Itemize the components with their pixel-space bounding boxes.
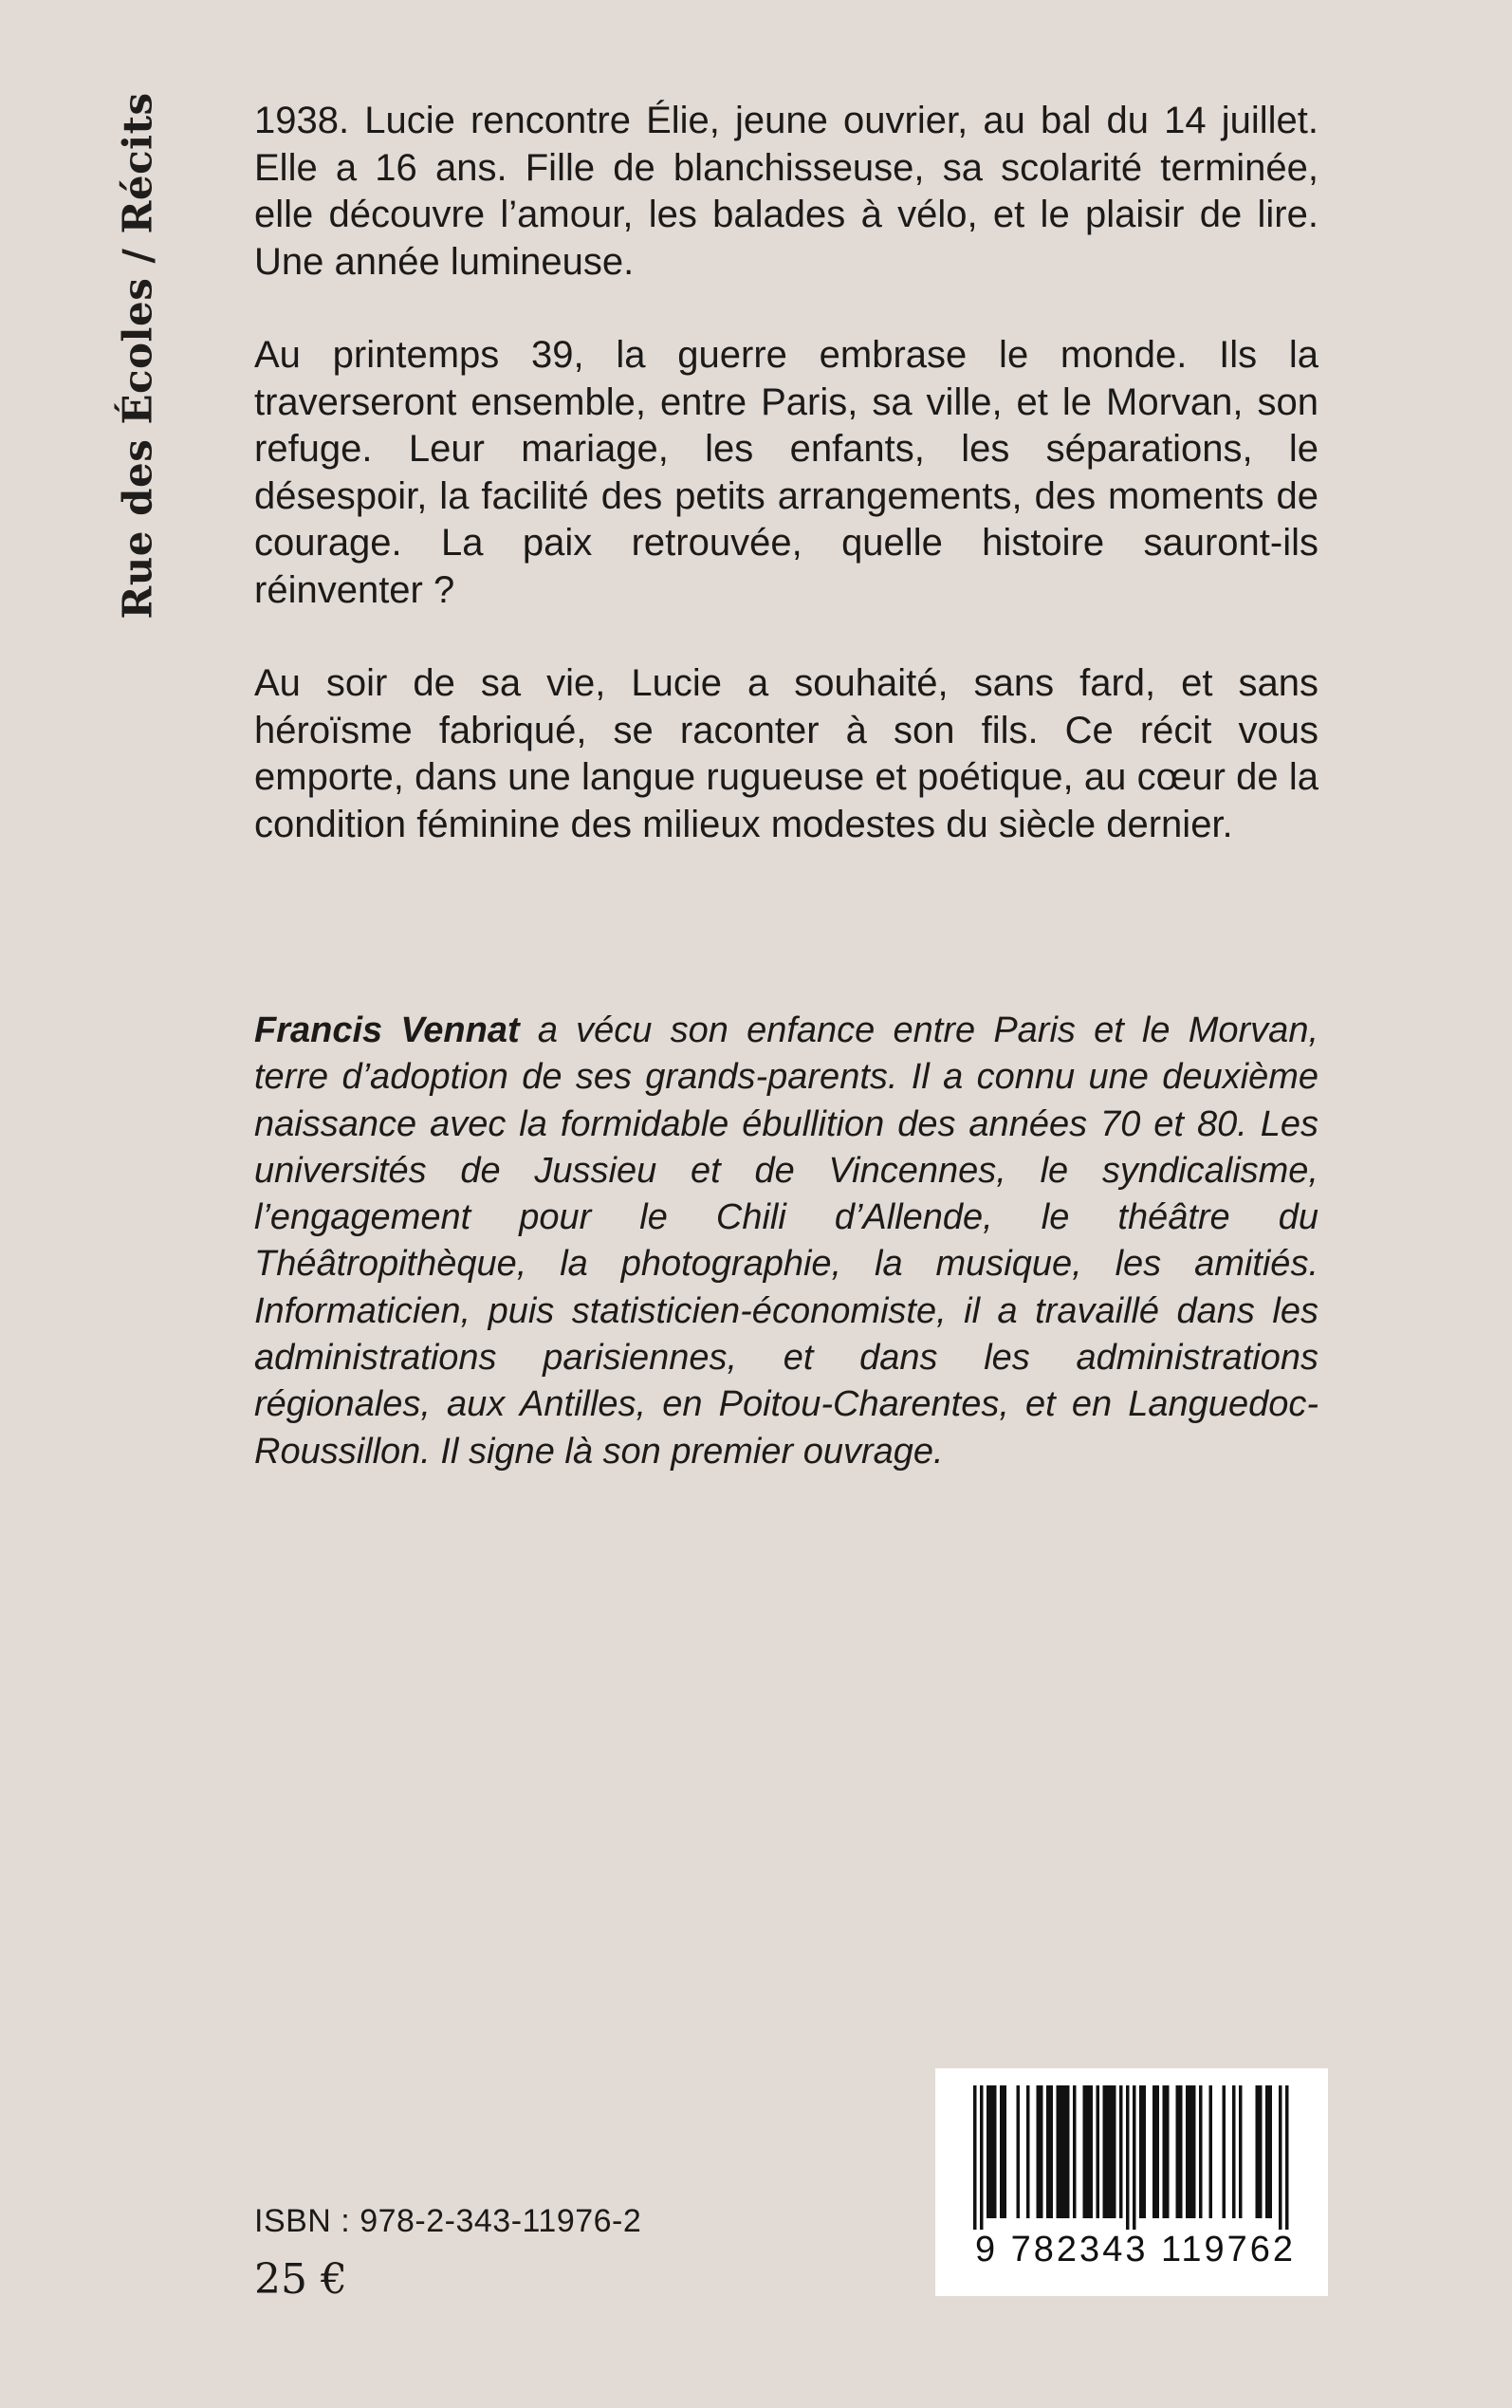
summary-paragraph-3: Au soir de sa vie, Lucie a souhaité, sans fard, et sans héroïsme fabriqué, se raconter à son fils. Ce récit vous emporte, dans une langue rugueuse et poétique, au cœur de la condition féminine des milieux modestes du siècle dernier. <box>254 662 1318 845</box>
author-name: Francis Vennat <box>254 1010 520 1050</box>
barcode-bar <box>1189 2085 1193 2218</box>
barcode-bar <box>1066 2085 1070 2218</box>
barcode-bar <box>1192 2085 1196 2218</box>
barcode-bar <box>1166 2085 1170 2218</box>
barcode-bar <box>1063 2085 1067 2218</box>
barcode-bar <box>1239 2085 1243 2218</box>
barcode-bar <box>1073 2085 1077 2218</box>
barcode-bar <box>1090 2085 1094 2218</box>
spine-title: Rue des Écoles / Récits <box>114 92 161 620</box>
barcode-bar <box>990 2085 994 2218</box>
price: 25 € <box>254 2255 347 2304</box>
barcode-bar <box>986 2085 990 2218</box>
barcode-bar <box>1163 2085 1167 2218</box>
author-bio-text: a vécu son enfance entre Paris et le Morvan, terre d’adoption de ses grands-parents. Il a connu une deuxième naissance avec la formidable ébullition des années 70 et 80. Les universités de Jussieu et de Vincennes, le syndicalisme, l’engagement pour le Chili d’Allende, le théâtre du Théâtropithèque, la photographie, la musique, les amitiés. Informaticien, puis statisticien-économiste, il a travaillé dans les administrations parisiennes, et dans les administrations régionales, aux Antilles, en Poitou-Charentes, et en Languedoc-Roussillon. Il signe là son premier ouvrage. <box>254 1010 1319 1472</box>
barcode-bar <box>1139 2085 1143 2218</box>
barcode-bar <box>1000 2085 1004 2218</box>
barcode-bar <box>1017 2085 1021 2218</box>
barcode-bar <box>1143 2085 1147 2218</box>
barcode-bar <box>973 2085 977 2230</box>
barcode-bar <box>1269 2085 1273 2218</box>
barcode-bar <box>1060 2085 1063 2218</box>
barcode-bar <box>1156 2085 1160 2218</box>
barcode-bar <box>1209 2085 1213 2218</box>
barcode-bar <box>1106 2085 1110 2218</box>
barcode-bar <box>1046 2085 1050 2218</box>
barcode-bar <box>1285 2085 1289 2230</box>
barcode-bar <box>1113 2085 1116 2218</box>
book-summary <box>254 98 1318 895</box>
summary-paragraph-1: 1938. Lucie rencontre Élie, jeune ouvrier, au bal du 14 juillet. Elle a 16 ans. Fille de blanchisseuse, sa scolarité terminée, elle découvre l’amour, les balades à vélo, et le plaisir de lire. Une année lumineuse. <box>254 100 1318 283</box>
barcode-bar <box>1179 2085 1183 2218</box>
barcode-bar <box>1103 2085 1107 2218</box>
barcode-bar <box>980 2085 984 2230</box>
barcode-bar <box>1004 2085 1007 2218</box>
barcode-bar <box>1126 2085 1130 2230</box>
barcode-bar <box>1199 2085 1203 2218</box>
barcode-bar <box>1050 2085 1054 2218</box>
barcode-bar <box>1083 2085 1087 2218</box>
barcode-bar <box>1119 2085 1123 2218</box>
barcode-bar <box>1040 2085 1043 2218</box>
barcode-bar <box>1265 2085 1269 2218</box>
author-bio <box>254 1008 1318 1475</box>
barcode-bar <box>1232 2085 1236 2218</box>
barcode-bar <box>1097 2085 1100 2218</box>
barcode-bar <box>1133 2085 1136 2230</box>
barcode-bar <box>1259 2085 1263 2218</box>
summary-paragraph-2: Au printemps 39, la guerre embrase le monde. Ils la traverseront ensemble, entre Paris, sa ville, et le Morvan, son refuge. Leur mariage, les enfants, les séparations, le désespoir, la facilité des petits arrangements, des moments de courage. La paix retrouvée, quelle histoire sauront-ils réinventer ? <box>254 334 1318 611</box>
barcode <box>935 2068 1328 2296</box>
barcode-bar <box>1279 2085 1282 2230</box>
barcode-bar <box>1026 2085 1030 2218</box>
barcode-bar <box>1086 2085 1090 2218</box>
barcode-bar <box>1110 2085 1114 2218</box>
barcode-bar <box>1186 2085 1189 2218</box>
barcode-digits: 9 782343 119762 <box>974 2230 1297 2269</box>
barcode-bar <box>993 2085 997 2218</box>
barcode-bar <box>1256 2085 1260 2218</box>
barcode-bar <box>1037 2085 1041 2218</box>
barcode-bar <box>1057 2085 1060 2218</box>
barcode-bar <box>1176 2085 1180 2218</box>
isbn: ISBN : 978-2-343-11976-2 <box>254 2203 642 2239</box>
barcode-bar <box>1152 2085 1156 2218</box>
barcode-bar <box>1223 2085 1226 2218</box>
